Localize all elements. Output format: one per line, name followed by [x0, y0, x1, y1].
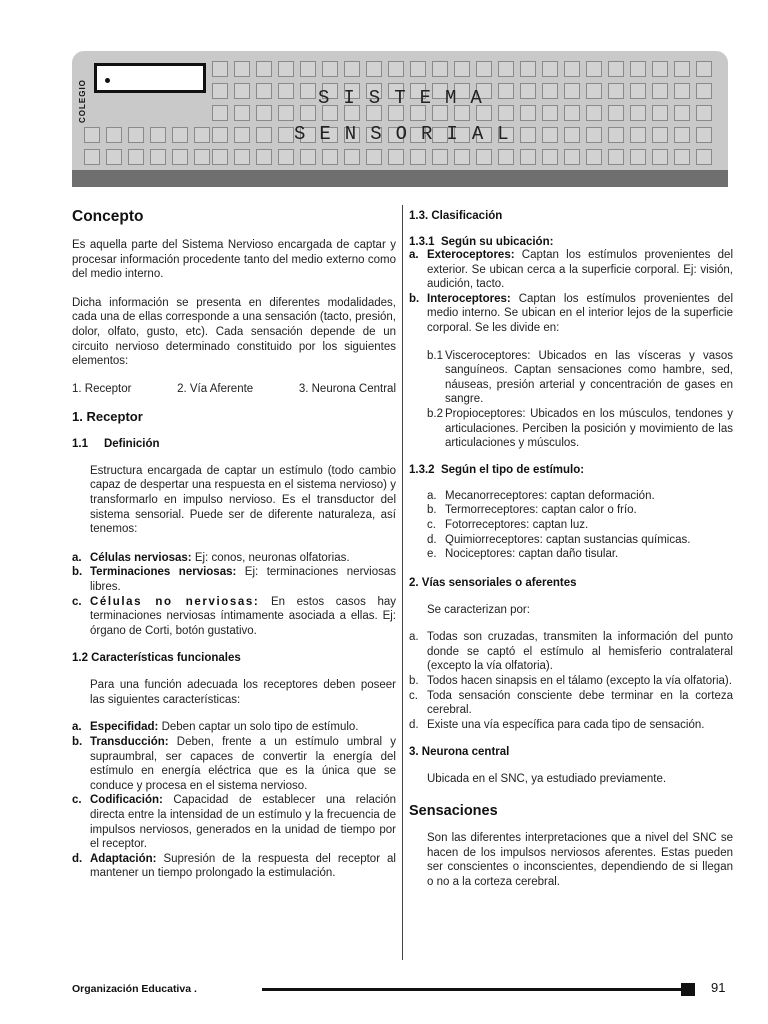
grid-cell [564, 149, 580, 165]
list-item-label: Interoceptores: [427, 292, 511, 305]
neurona-central-text: Ubicada en el SNC, ya estudiado previamente. [427, 773, 667, 786]
grid-cell [256, 105, 272, 121]
grid-cell [106, 149, 122, 165]
footer-square-mark [681, 983, 695, 996]
list-item [72, 565, 396, 594]
grid-cell [234, 83, 250, 99]
grid-cell [300, 61, 316, 77]
list-marker: b. [427, 504, 437, 517]
list-item-text: Todas son cruzadas, transmiten la información del punto donde se captó el estímulo al hemisferio contralateral (excepto la vía olfatoria). [427, 631, 733, 673]
grid-cell [696, 149, 712, 165]
list-item-label: Adaptación: [90, 852, 157, 865]
grid-cell [608, 105, 624, 121]
grid-cell [586, 127, 602, 143]
publisher-name: Organización Educativa . [72, 983, 197, 995]
list-marker: c. [427, 518, 436, 531]
list-marker: d. [409, 718, 419, 731]
clasificacion-heading: 1.3. Clasificación [409, 210, 503, 222]
grid-cell [520, 61, 536, 77]
grid-cell [630, 105, 646, 121]
grid-cell [674, 105, 690, 121]
school-label: COLEGIO [78, 79, 87, 123]
grid-cell [652, 83, 668, 99]
grid-cell [84, 149, 100, 165]
grid-cell [278, 105, 294, 121]
caracteristicas-intro: Para una función adecuada los receptores deben poseer las siguientes características: [90, 679, 396, 706]
list-item-body [427, 248, 733, 292]
grid-cell [564, 61, 580, 77]
list-item-text: Ej: conos, neuronas olfatorias. [191, 551, 350, 564]
grid-cell [476, 149, 492, 165]
grid-cell [366, 149, 382, 165]
grid-cell [542, 127, 558, 143]
grid-cell [212, 61, 228, 77]
grid-cell [476, 61, 492, 77]
column-divider [402, 205, 403, 960]
header-banner [72, 51, 728, 187]
grid-cell [674, 83, 690, 99]
grid-cell [674, 127, 690, 143]
list-item [72, 720, 396, 735]
grid-cell [212, 105, 228, 121]
ubicacion-list [409, 248, 733, 336]
caracteristicas-heading: 1.2 Características funcionales [72, 652, 241, 665]
school-name-box [94, 63, 206, 93]
grid-cell [454, 61, 470, 77]
grid-cell [608, 127, 624, 143]
list-item-body [90, 852, 396, 881]
caracteristicas-list [72, 720, 396, 881]
list-item [427, 349, 733, 407]
circuit-elements [72, 383, 396, 395]
list-marker: b.2 [427, 407, 443, 420]
grid-cell [608, 83, 624, 99]
list-item-label: Codificación: [90, 794, 163, 807]
grid-cell [366, 61, 382, 77]
grid-cell [388, 149, 404, 165]
list-item-text: Capacidad de establecer una relación directa entre la intensidad de un estímulo y la frecuencia de impulsos nerviosos, generados en la unidad de tiempo por el receptor. [90, 794, 396, 851]
grid-cell [172, 149, 188, 165]
grid-cell [454, 149, 470, 165]
list-item [72, 735, 396, 793]
grid-cell [520, 105, 536, 121]
grid-cell [498, 61, 514, 77]
grid-cell [674, 61, 690, 77]
list-item [72, 551, 396, 566]
list-item-body [90, 551, 396, 566]
grid-cell [212, 127, 228, 143]
grid-cell [322, 149, 338, 165]
list-item [427, 533, 733, 548]
list-item [72, 852, 396, 881]
grid-cell [194, 149, 210, 165]
list-item-body [427, 292, 733, 336]
page-number: 91 [711, 980, 726, 995]
sensaciones-text: Son las diferentes interpretaciones que a nivel del SNC se hacen de los impulsos nerviosos aferentes. Estas pueden ser conscientes o inconscientes, dependiendo de si llegan o no a la corteza cerebral. [427, 832, 733, 888]
list-marker: a. [409, 249, 419, 261]
grid-cell [608, 149, 624, 165]
interoceptores-sublist [409, 349, 733, 451]
list-marker: b. [72, 736, 83, 749]
grid-cell [84, 127, 100, 143]
grid-cell [432, 61, 448, 77]
grid-cell [344, 61, 360, 77]
list-item-label: Especifidad: [90, 721, 159, 734]
element-item: 3. Neurona Central [298, 382, 396, 395]
list-item-text: Ej: terminaciones nerviosas libres. [90, 566, 396, 593]
list-item-text: Supresión de la respuesta del receptor al mantener un tiempo prolongado la estimulación. [90, 852, 396, 880]
list-item-text: Mecanorreceptores: captan deformación. [445, 489, 655, 502]
list-item-label: Células nerviosas: [90, 551, 192, 564]
list-item-text: Captan los estímulos provenientes del medio interno. Se ubican en el interior lejos de la superficie corporal. Se les divide en: [427, 292, 733, 334]
list-item [427, 547, 733, 562]
grid-cell [410, 61, 426, 77]
list-item-body [90, 595, 396, 639]
grid-cell [300, 105, 316, 121]
list-item-label: Células no nerviosas: [90, 595, 260, 608]
banner-title-line2: SENSORIAL [294, 123, 523, 145]
grid-cell [150, 149, 166, 165]
list-marker: b. [72, 566, 83, 579]
concepto-heading: Concepto [72, 208, 144, 225]
list-item-text: Todos hacen sinapsis en el tálamo (excepto la vía olfatoria). [427, 675, 732, 688]
list-item [409, 248, 733, 292]
grid-cell [542, 105, 558, 121]
grid-cell [234, 61, 250, 77]
concepto-paragraph-2: Dicha información se presenta en diferentes modalidades, cada una de ellas corresponde a una sensación (tacto, presión, dolor, olfato, gusto, etc). Cada sensación depende de un circuito nervioso determinado constituido por los siguientes elementos: [72, 296, 396, 368]
list-item [427, 518, 733, 533]
list-item [409, 292, 733, 336]
grid-cell [608, 61, 624, 77]
grid-cell [234, 127, 250, 143]
grid-cell [278, 61, 294, 77]
vias-list [409, 630, 733, 732]
grid-cell [542, 83, 558, 99]
grid-cell [212, 149, 228, 165]
list-item-body [90, 565, 396, 594]
grid-cell [652, 61, 668, 77]
grid-cell [696, 83, 712, 99]
list-item [427, 489, 733, 504]
vias-intro: Se caracterizan por: [427, 603, 530, 616]
list-item [409, 630, 733, 674]
list-item-text: Termorreceptores: captan calor o frío. [445, 504, 637, 517]
grid-cell [630, 83, 646, 99]
list-item-text: Visceroceptores: Ubicados en las vísceras y vasos sanguíneos. Captan sensaciones como hambre, sed, náuseas, presión arterial y concentración de gases en sangre. [445, 349, 733, 406]
receptor-types-list [72, 551, 396, 639]
definicion-text: Estructura encargada de captar un estímulo (todo cambio capaz de despertar una respuesta en el sistema nervioso) y transformarlo en impulso nervioso. Es el transductor del sistema sensorial. Puede ser de diferente naturaleza, así tenemos: [90, 464, 396, 536]
grid-cell [234, 105, 250, 121]
grid-cell [410, 149, 426, 165]
grid-cell [652, 105, 668, 121]
grid-cell [278, 149, 294, 165]
grid-cell [194, 127, 210, 143]
tipo-estimulo-list [409, 489, 733, 562]
list-item-label: Terminaciones nerviosas: [90, 566, 237, 579]
grid-cell [432, 149, 448, 165]
list-marker: c. [409, 689, 418, 702]
grid-cell [344, 149, 360, 165]
grid-cell [498, 105, 514, 121]
right-column [409, 200, 733, 889]
grid-cell [652, 149, 668, 165]
grid-cell [586, 105, 602, 121]
list-marker: b. [409, 675, 419, 688]
bullet-dot [105, 78, 110, 83]
list-item-text: Fotorreceptores: captan luz. [445, 518, 589, 531]
list-marker: a. [409, 631, 419, 644]
grid-cell [106, 127, 122, 143]
vias-heading: 2. Vías sensoriales o aferentes [409, 576, 577, 589]
grid-cell [300, 149, 316, 165]
grid-cell [564, 83, 580, 99]
banner-bottom-bar [72, 170, 728, 187]
grid-cell [256, 61, 272, 77]
grid-cell [256, 127, 272, 143]
list-marker: a. [72, 551, 82, 564]
grid-cell [150, 127, 166, 143]
list-marker: d. [72, 852, 83, 865]
neurona-central-heading: 3. Neurona central [409, 746, 510, 759]
grid-cell [630, 149, 646, 165]
grid-cell [128, 127, 144, 143]
list-marker: a. [72, 721, 82, 734]
grid-cell [696, 61, 712, 77]
grid-cell [696, 105, 712, 121]
list-item-body [90, 720, 396, 735]
grid-cell [234, 149, 250, 165]
grid-cell [278, 127, 294, 143]
list-marker: d. [427, 533, 437, 546]
tipo-estimulo-heading: 1.3.2 Según el tipo de estímulo: [409, 463, 585, 476]
list-item-text: Deben, frente a un estímulo umbral y supraumbral, ser capaces de convertir la energía del estímulo en energía eléctrica que es la única que se conduce y procesa en el sistema nervioso. [90, 736, 396, 792]
grid-cell [498, 149, 514, 165]
list-item-text: Existe una vía específica para cada tipo de sensación. [427, 718, 705, 731]
grid-cell [696, 127, 712, 143]
grid-cell [630, 61, 646, 77]
left-column [72, 200, 396, 881]
grid-cell [278, 83, 294, 99]
grid-cell [498, 83, 514, 99]
sensaciones-heading: Sensaciones [409, 803, 498, 820]
list-item-text: Toda sensación consciente debe terminar en la corteza cerebral. [427, 689, 733, 717]
banner-title-line1: SISTEMA [318, 87, 496, 109]
definicion-heading: 1.1 Definición [72, 437, 160, 450]
grid-cell [520, 83, 536, 99]
grid-cell [652, 127, 668, 143]
grid-cell [520, 149, 536, 165]
grid-cell [630, 127, 646, 143]
grid-cell [212, 83, 228, 99]
list-item-body [90, 735, 396, 793]
receptor-heading: 1. Receptor [72, 408, 143, 424]
list-marker: e. [427, 548, 437, 561]
list-item [409, 674, 733, 689]
grid-cell [586, 83, 602, 99]
list-marker: c. [72, 595, 82, 608]
list-marker: a. [427, 489, 437, 502]
list-item [72, 793, 396, 851]
concepto-paragraph-1: Es aquella parte del Sistema Nervioso encargada de captar y procesar información procedente tanto del medio externo como del medio interno. [72, 239, 396, 281]
list-item [72, 595, 396, 639]
grid-cell [172, 127, 188, 143]
ubicacion-heading: 1.3.1 Según su ubicación: [409, 236, 554, 248]
list-marker: b.1 [427, 349, 443, 362]
footer-rule [262, 988, 686, 991]
list-item-text: Captan los estímulos provenientes del exterior. Se ubican cerca a la superficie corporal. Ej: visión, audición, tacto. [427, 249, 733, 291]
grid-cell [564, 127, 580, 143]
grid-cell [674, 149, 690, 165]
list-marker: c. [72, 794, 82, 807]
list-item-text: Propioceptores: Ubicados en los músculos, tendones y articulaciones. Perciben la posición y movimiento de las articulaciones y músculos. [445, 407, 733, 450]
grid-cell [322, 61, 338, 77]
list-item [409, 718, 733, 733]
list-item [409, 689, 733, 718]
list-item-label: Exteroceptores: [427, 249, 515, 261]
grid-cell [256, 149, 272, 165]
grid-cell [256, 83, 272, 99]
list-item-body [90, 793, 396, 851]
list-item-text: En estos casos hay terminaciones nerviosas íntimamente asociada a ellas. Ej: órgano de Corti, botón gustativo. [90, 595, 396, 637]
list-item-text: Nociceptores: captan daño tisular. [445, 548, 619, 561]
list-item [427, 503, 733, 518]
list-item [427, 407, 733, 451]
grid-cell [300, 83, 316, 99]
grid-cell [128, 149, 144, 165]
grid-cell [564, 105, 580, 121]
grid-cell [388, 61, 404, 77]
element-item: 2. Vía Aferente [177, 382, 254, 395]
grid-cell [542, 61, 558, 77]
decorative-grid [212, 61, 717, 171]
grid-cell [542, 149, 558, 165]
list-item-text: Quimiorreceptores: captan sustancias químicas. [445, 533, 691, 546]
element-item: 1. Receptor [72, 382, 132, 395]
list-marker: b. [409, 292, 420, 305]
list-item-label: Transducción: [90, 736, 169, 749]
grid-cell [586, 149, 602, 165]
list-item-text: Deben captar un solo tipo de estímulo. [158, 721, 359, 734]
grid-cell [586, 61, 602, 77]
